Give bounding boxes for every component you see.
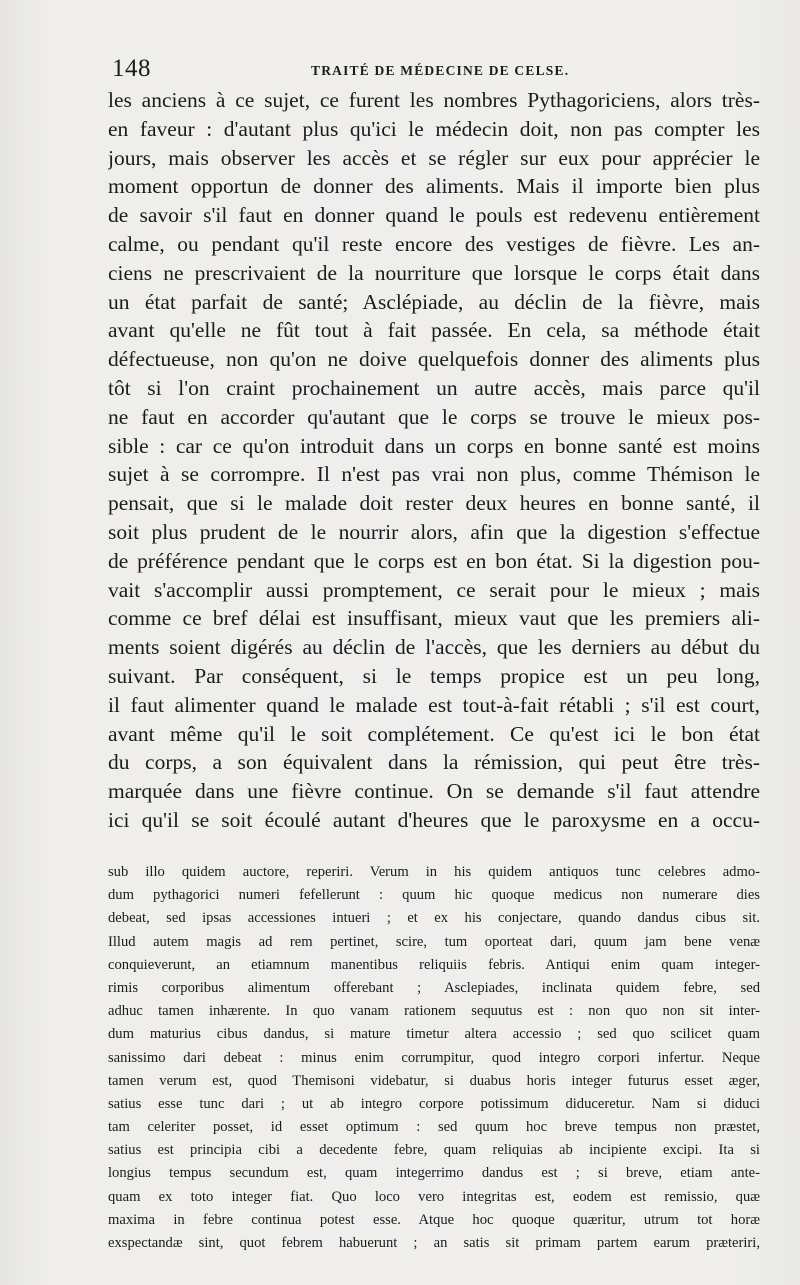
- text-line: du corps, a son équivalent dans la rémission, qui peut être très-: [108, 750, 760, 775]
- text-line: les anciens à ce sujet, ce furent les nombres Pythagoriciens, alors très-: [108, 88, 760, 112]
- text-line: moment opportun de donner des aliments. Mais il importe bien plus: [108, 174, 760, 199]
- note-line: sub illo quidem auctore, reperiri. Verum in his quidem antiquos tunc celebres admo-: [108, 864, 760, 880]
- text-line: un état parfait de santé; Asclépiade, au déclin de la fièvre, mais: [108, 289, 760, 314]
- note-line: quam ex toto integer fiat. Quo loco vero integritas est, eodem est remissio, quæ: [108, 1188, 760, 1205]
- note-line: satius est principia cibi a decedente febre, quam reliquias ab incipiente excipi. Ita si: [108, 1142, 760, 1159]
- text-line: marquée dans une fièvre continue. On se demande s'il faut attendre: [108, 779, 760, 804]
- note-line: tamen verum est, quod Themisoni videbatur, si duabus horis integer futurus esset æger,: [108, 1072, 760, 1089]
- note-line: adhuc tamen inhærente. In quo vanam rationem sequutus est : non quo non sit inter-: [108, 1003, 760, 1020]
- note-line: exspectandæ sint, quot febrem habuerunt ; an satis sit primam partem earum præteriri,: [108, 1235, 760, 1251]
- text-line: calme, ou pendant qu'il reste encore des vestiges de fièvre. Les an-: [108, 231, 760, 256]
- text-line: vait s'accomplir aussi promptement, ce serait pour le mieux ; mais: [108, 577, 760, 602]
- french-translation-text: [108, 86, 760, 835]
- note-line: satius esse tunc dari ; ut ab integro corpore potissimum diduceretur. Nam si diduci: [108, 1095, 760, 1112]
- latin-original-text: [108, 861, 760, 1255]
- text-line: soit plus prudent de le nourrir alors, afin que la digestion s'effectue: [108, 519, 760, 544]
- text-line: ne faut en accorder qu'autant que le corps se trouve le mieux pos-: [108, 404, 760, 429]
- text-line: il faut alimenter quand le malade est tout-à-fait rétabli ; s'il est court,: [108, 692, 760, 717]
- text-line: de préférence pendant que le corps est en bon état. Si la digestion pou-: [108, 548, 760, 573]
- text-line: ici qu'il se soit écoulé autant d'heures que le paroxysme en a occu-: [108, 807, 760, 832]
- page-header: [108, 55, 760, 85]
- text-line: jours, mais observer les accès et se régler sur eux pour apprécier le: [108, 145, 760, 170]
- note-line: tam celeriter posset, id esset optimum : sed quum hoc breve tempus non præstet,: [108, 1119, 760, 1136]
- text-line: ciens ne prescrivaient de la nourriture que lorsque le corps était dans: [108, 260, 760, 285]
- note-line: sanissimo dari debeat : minus enim corrumpitur, quod integro corpori infertur. Neque: [108, 1049, 760, 1066]
- running-title: TRAITÉ DE MÉDECINE DE CELSE.: [311, 63, 570, 78]
- text-line: ments soient digérés au déclin de l'accès, que les derniers au début du: [108, 635, 760, 660]
- text-line: en faveur : d'autant plus qu'ici le médecin doit, non pas compter les: [108, 116, 760, 141]
- page-number: 148: [112, 55, 151, 82]
- note-line: conquieverunt, an etiamnum manentibus reliquiis febris. Antiqui enim quam integer-: [108, 956, 760, 973]
- text-line: de savoir s'il faut en donner quand le pouls est redevenu entièrement: [108, 203, 760, 228]
- note-line: longius tempus secundum est, quam integerrimo dandus est ; si breve, etiam ante-: [108, 1165, 760, 1182]
- text-line: comme ce bref délai est insuffisant, mieux vaut que les premiers ali-: [108, 606, 760, 631]
- text-line: suivant. Par conséquent, si le temps propice est un peu long,: [108, 663, 760, 688]
- text-line: avant même qu'il le soit complétement. Ce qu'est ici le bon état: [108, 721, 760, 746]
- note-line: dum pythagorici numeri fefellerunt : quum hic quoque medicus non numerare dies: [108, 887, 760, 904]
- text-line: tôt si l'on craint prochainement un autre accès, mais parce qu'il: [108, 375, 760, 400]
- note-line: debeat, sed ipsas accessiones intueri ; et ex his conjectare, quando dandus cibus sit.: [108, 910, 760, 927]
- note-line: Illud autem magis ad rem pertinet, scire, tum oporteat dari, quum jam bene venæ: [108, 933, 760, 950]
- text-line: défectueuse, non qu'on ne doive quelquefois donner des aliments plus: [108, 347, 760, 372]
- text-line: sujet à se corrompre. Il n'est pas vrai non plus, comme Thémison le: [108, 462, 760, 487]
- note-line: maxima in febre continua potest esse. Atque hoc quoque quæritur, utrum tot horæ: [108, 1211, 760, 1228]
- text-line: sible : car ce qu'on introduit dans un corps en bonne santé est moins: [108, 433, 760, 458]
- text-line: avant qu'elle ne fût tout à fait passée. En cela, sa méthode était: [108, 318, 760, 343]
- text-line: pensait, que si le malade doit rester deux heures en bonne santé, il: [108, 491, 760, 516]
- note-line: dum maturius cibus dandus, si mature timetur altera accessio ; sed quo scilicet quam: [108, 1026, 760, 1043]
- note-line: rimis corporibus alimentum offerebant ; Asclepiades, inclinata quidem febre, sed: [108, 979, 760, 996]
